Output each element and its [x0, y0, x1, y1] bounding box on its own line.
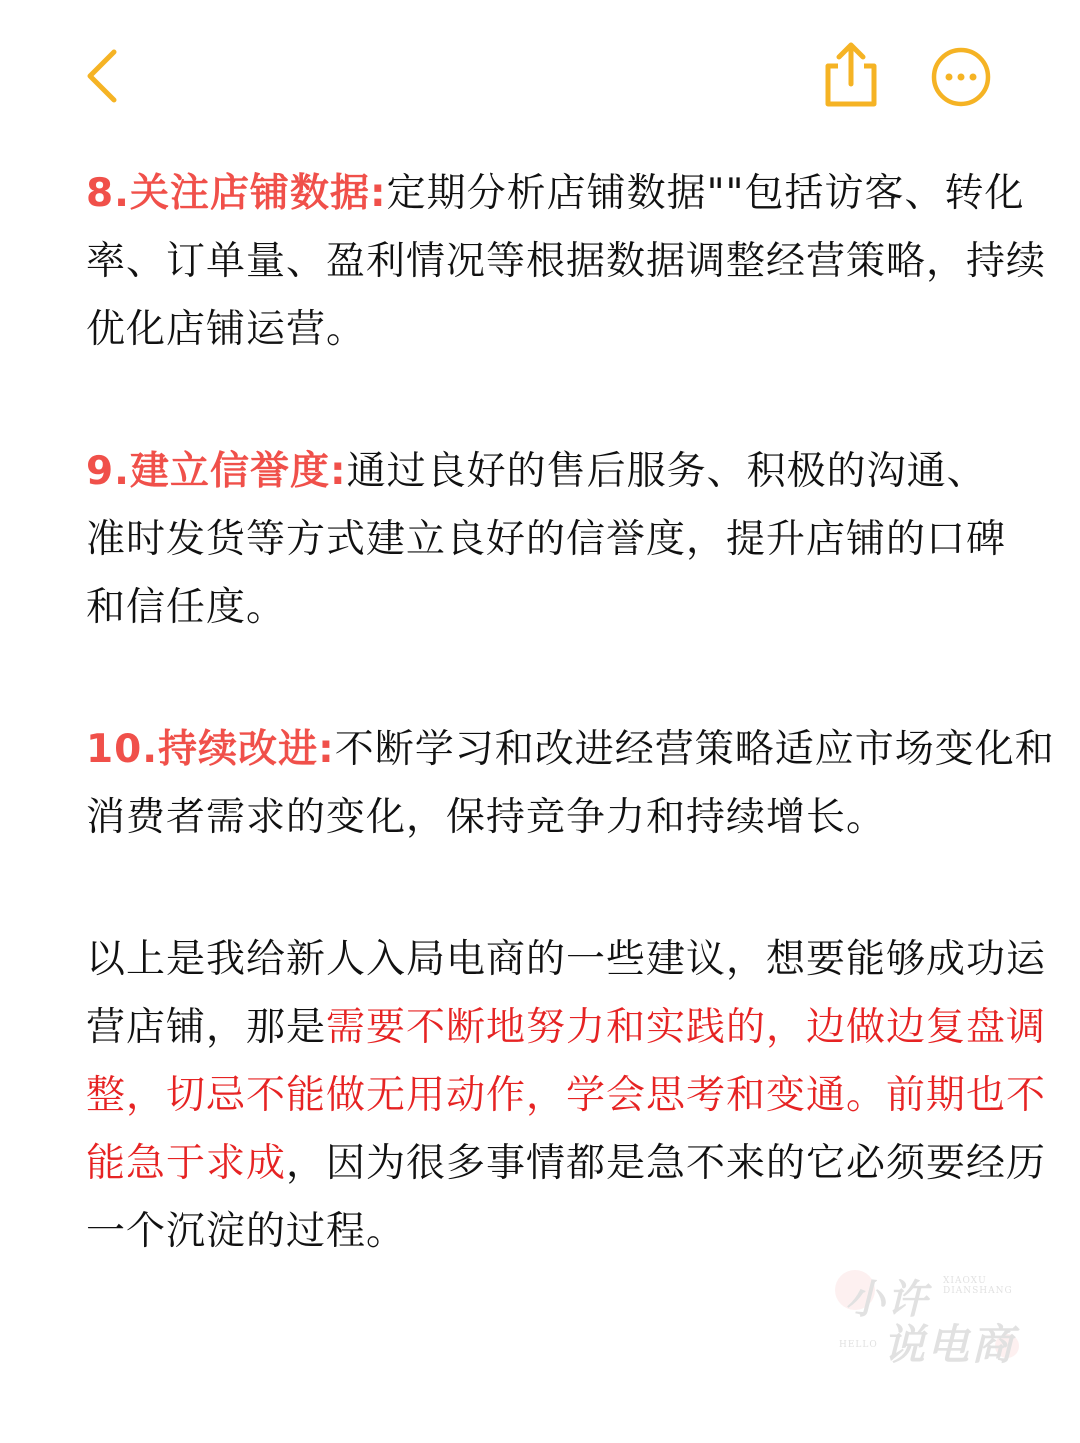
item-heading: 9.建立信誉度: [86, 449, 347, 494]
share-icon[interactable] [820, 40, 882, 110]
item-body: 不断学习和改进经营策略适应市场变化和消费者需求的变化，保持竞争力和持续增长。 [86, 727, 1055, 840]
note-item-9 [86, 438, 1016, 642]
more-horizontal-icon[interactable] [930, 46, 992, 108]
item-heading: 10.持续改进: [86, 727, 335, 772]
watermark-line2: 说电商 [883, 1320, 1016, 1369]
conclusion-text-end: ，因为很多事情都是急不来的它必须要经历一个沉淀的过程。 [86, 1141, 1047, 1254]
item-body: 定期分析店铺数据""包括访客、转化率、订单量、盈利情况等根据数据调整经营策略，持续优化店铺运营。 [86, 171, 1047, 352]
item-heading: 8.关注店铺数据: [86, 171, 387, 216]
note-item-10 [86, 716, 1056, 852]
conclusion-text: 以上是我给新人入局电商的一些建议，想要能够成功运营店铺，那是 [86, 937, 1047, 1050]
note-item-8 [86, 160, 1056, 364]
note-conclusion [86, 926, 1056, 1266]
chevron-left-icon[interactable] [78, 46, 128, 106]
watermark-small2: HELLO [839, 1340, 878, 1350]
watermark-line1: 小许 [845, 1276, 929, 1323]
conclusion-highlight: 需要不断地努力和实践的，边做边复盘调整，切忌不能做无用动作，学会思考和变通。前期也不能急于求成 [86, 1005, 1047, 1186]
toolbar [0, 0, 1080, 150]
item-body: 通过良好的售后服务、积极的沟通、准时发货等方式建立良好的信誉度，提升店铺的口碑和信任度。 [86, 449, 1007, 630]
watermark-small1: XIAOXU DIANSHANG [943, 1276, 1013, 1296]
watermark-logo [835, 1262, 1035, 1372]
